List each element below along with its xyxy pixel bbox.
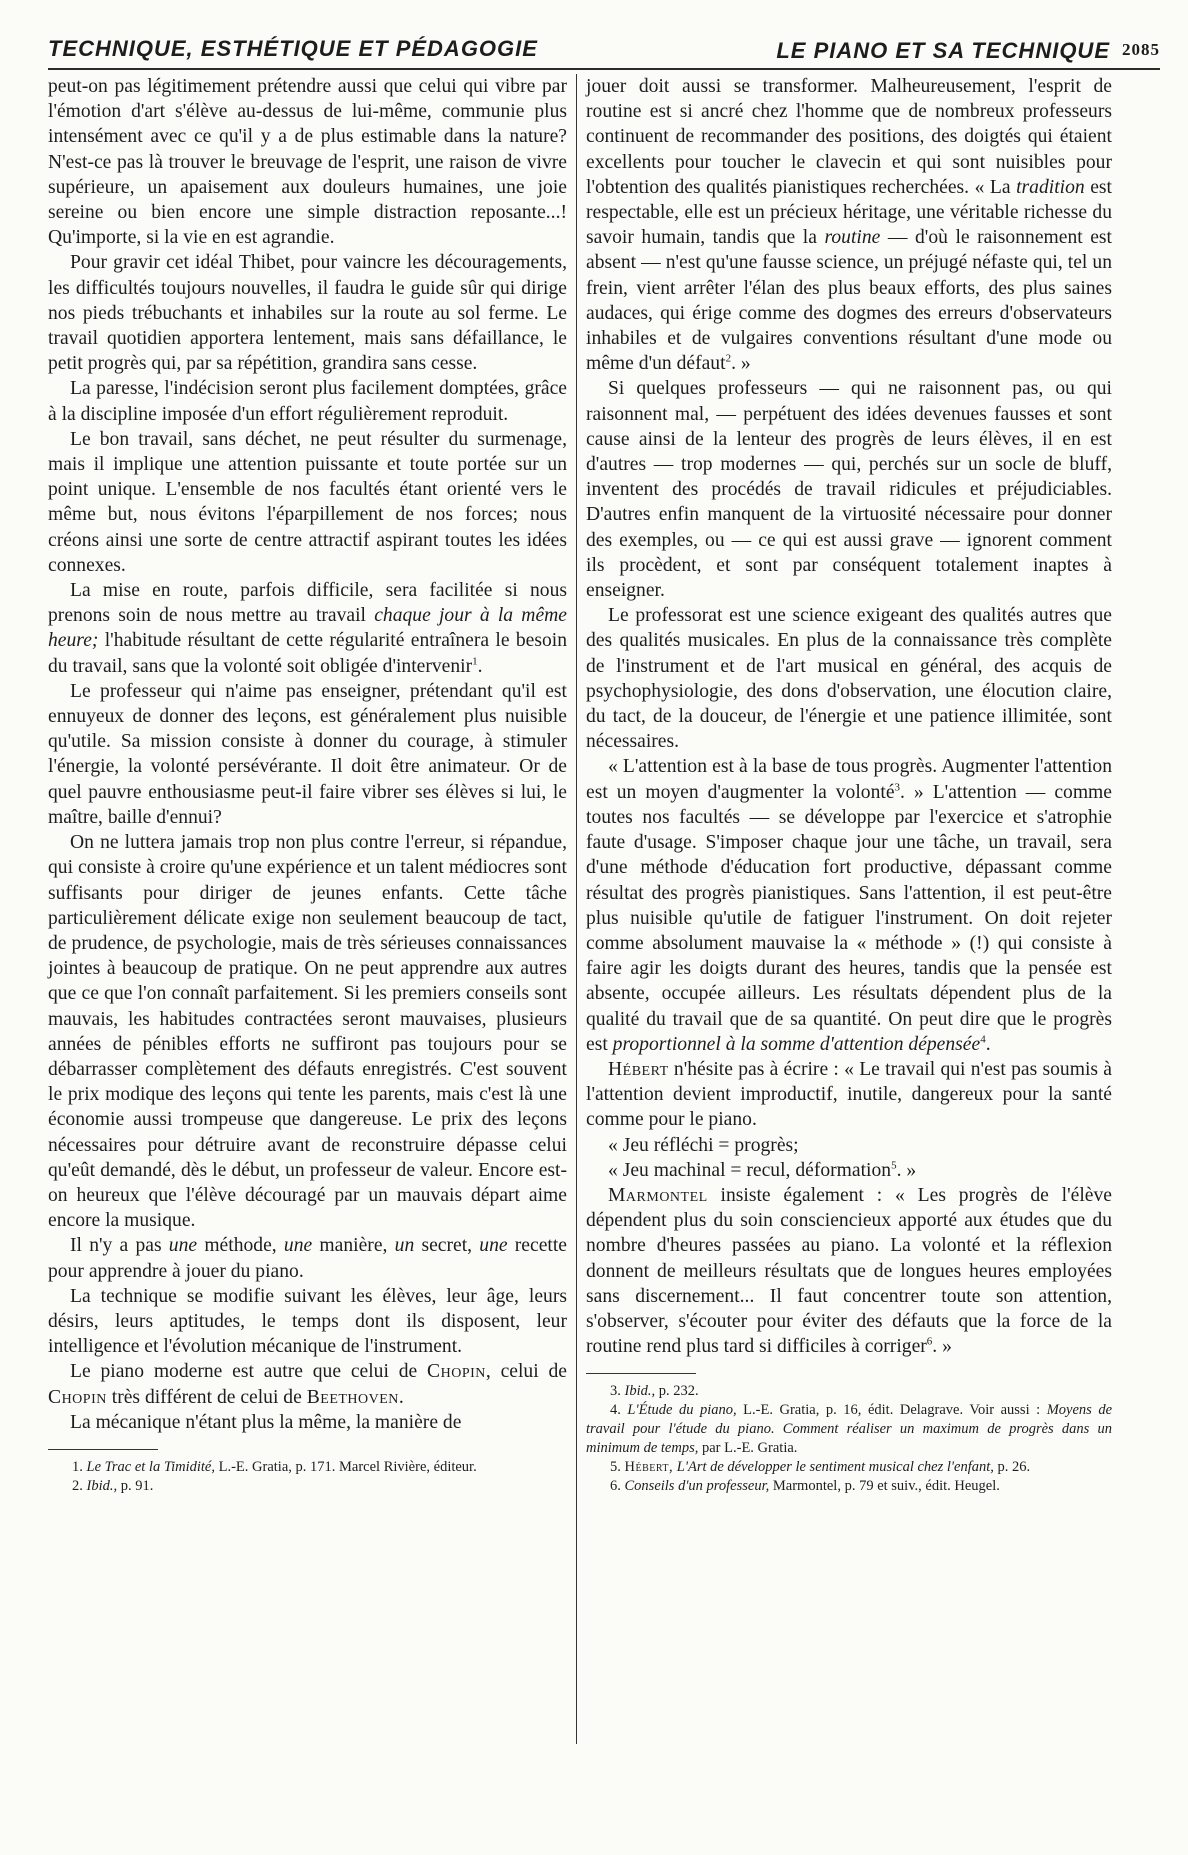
footnote: 3. Ibid., p. 232. — [610, 1383, 699, 1400]
paragraph: Le professeur qui n'aime pas enseigner, prétendant qu'il est ennuyeux de donner des leçons, est généralement plus nuisible qu'utile. Sa mission consiste à donner du courage, à stimuler l'énergie, la volonté persévérante. Il doit être animateur. Or de quel pauvre enthousiasme peut-il faire vibrer ses élèves si lui, le maître, baille d'ennui? — [48, 680, 567, 828]
paragraph: Le bon travail, sans déchet, ne peut résulter du surmenage, mais il implique une attention puissante et toute portée sur un point unique. L'ensemble de nos facultés étant orienté vers le même but, nous évitons l'éparpillement de nos forces; nous créons ainsi une sorte de centre attractif aspirant toutes les idées connexes. — [48, 428, 567, 576]
running-header — [48, 34, 1160, 70]
footnote-ref: 3 — [894, 781, 901, 794]
footnote-ref: 4 — [980, 1033, 986, 1046]
paragraph: La mise en route, parfois difficile, sera facilitée si nous prenons soin de nous mettre au travail chaque jour à la même heure; l'habitude résultant de cette régularité entraînera le besoin du travail, sans que la volonté soit obligée d'intervenir$^1$. — [48, 580, 567, 677]
column-divider — [576, 74, 577, 1744]
footnote-ref: 2 — [725, 352, 732, 365]
paragraph: Si quelques professeurs — qui ne raisonnent pas, ou qui raisonnent mal, — perpétuent des idées devenues fausses et sont cause ainsi de la lenteur des progrès de leurs élèves, il en est d'autres — trop modernes — qui, perchés sur un socle de bluff, inventent des procédés de travail ridicules et préjudiciables. D'autres enfin manquent de la virtuosité nécessaire pour donner des exemples, ou — ce qui est aussi grave — ignorent comment ils procèdent, et sont par conséquent totalement inaptes à enseigner. — [586, 378, 1112, 602]
paragraph: Marmontel insiste également : « Les progrès de l'élève dépendent plus du soin consciencieux apporté aux études que du nombre d'heures passées au piano. La volonté et la réflexion donnent de meilleurs résultats que de longues heures employées sans discernement... Il faut concentrer toute son attention, s'observer, s'écouter pour éviter des défauts que la force de la routine rend plus tard si difficiles à corriger$^6$. » — [586, 1184, 1112, 1358]
paragraph: « Jeu réfléchi = progrès; — [608, 1134, 799, 1156]
footnote: 1. Le Trac et la Timidité, L.-E. Gratia, p. 171. Marcel Rivière, éditeur. — [72, 1458, 477, 1475]
paragraph: « L'attention est à la base de tous progrès. Augmenter l'attention est un moyen d'augmenter la volonté$^3$. » L'attention — comme toutes nos facultés — se développe par l'exercice et s'atrophie faute d'usage. S'imposer chaque jour une tâche, un travail, sera d'une méthode d'éducation fort productive, dépassant comme résultat des progrès pianistiques. Sans l'attention, il est peut-être plus nuisible qu'utile de fatiguer l'instrument. On doit rejeter comme absolument mauvaise la « méthode » (!) qui consiste à faire agir les doigts durant des heures, tandis que la pensée est absente, occupée ailleurs. Les résultats dépendent plus de la qualité du travail que de sa quantité. On peut dire que le progrès est proportionnel à la somme d'attention dépensée$^4$. — [586, 756, 1112, 1055]
footnote: 2. Ibid., p. 91. — [72, 1477, 154, 1494]
footnotes — [586, 1382, 1112, 1496]
paragraph: On ne luttera jamais trop non plus contre l'erreur, si répandue, qui consiste à croire qu'une expérience et un talent médiocres sont suffisants pour diriger de jeunes enfants. Cette tâche particulièrement délicate exige non seulement beaucoup de tact, de prudence, de psychologie, mais de très sérieuses connaissances jointes à beaucoup de pratique. On ne peut apprendre aux autres que ce que l'on connaît parfaitement. Si les premiers conseils sont mauvais, les habitudes contractées seront mauvaises, plusieurs années de pénibles efforts ne suffiront pas toujours pour se débarrasser complètement des défauts enregistrés. C'est souvent le prix modique des leçons qui tente les parents, mais c'est là une économie aussi trompeuse que dangereuse. Le prix des leçons nécessaires pour détruire avant de reconstruire dépasse celui qu'eût demandé, dès le début, un professeur de valeur. Encore est-on heureux que l'élève découragé par un mauvais départ aime encore la musique. — [48, 832, 567, 1232]
paragraph: peut-on pas légitimement prétendre aussi que celui qui vibre par l'émotion d'art s'élève au-dessus de lui-même, communie plus intensément avec ce qu'il y a de plus estimable dans la nature? N'est-ce pas là trouver le breuvage de l'esprit, une raison de vivre supérieure, un apaisement aux douleurs humaines, une joie sereine ou bien encore une simple distraction reposante...! Qu'importe, si la vie en est agrandie. — [48, 76, 567, 249]
paragraph: La technique se modifie suivant les élèves, leur âge, leurs désirs, leurs aptitudes, le temps dont ils disposent, leur intelligence et l'évolution mécanique de l'instrument. — [48, 1285, 567, 1358]
paragraph: « Jeu machinal = recul, déformation$^5$. » — [608, 1159, 917, 1181]
paragraph: Pour gravir cet idéal Thibet, pour vaincre les découragements, les difficultés toujours nouvelles, il faudra le guide sûr qui dirige nos pieds trébuchants et inhabiles sur la route au sol ferme. Le travail quotidien apportera lentement, mais sans défaillance, le petit progrès qui, par sa répétition, grandira sans cesse. — [48, 252, 567, 375]
page-number: 2085 — [1122, 40, 1160, 59]
paragraph: Il n'y a pas une méthode, une manière, un secret, une recette pour apprendre à jouer du piano. — [48, 1235, 567, 1282]
footnote: 6. Conseils d'un professeur, Marmontel, p. 79 et suiv., édit. Heugel. — [610, 1478, 1000, 1495]
footnotes — [48, 1458, 567, 1496]
paragraph: Hébert n'hésite pas à écrire : « Le travail qui n'est pas soumis à l'attention devient improductif, inutile, dangereux pour la santé comme pour le piano. — [586, 1058, 1112, 1131]
footnote-rule — [586, 1373, 696, 1374]
footnote: 5. Hébert, L'Art de développer le sentiment musical chez l'enfant, p. 26. — [610, 1459, 1031, 1476]
left-column — [48, 74, 567, 1496]
paragraph: Le professorat est une science exigeant des qualités autres que des qualités musicales. En plus de la connaissance très complète de l'instrument et de l'art musical en général, des acquis de psychophysiologie, des dons d'observation, une élocution claire, du tact, de la douceur, de l'énergie et une patience illimitée, sont nécessaires. — [586, 605, 1112, 753]
footnote: 4. L'Étude du piano, L.-E. Gratia, p. 16, édit. Delagrave. Voir aussi : Moyens de travail pour l'étude du piano. Comment réaliser un maximum de progrès dans un minimum de temps, par L.-E. Gratia. — [586, 1402, 1113, 1457]
paragraph: La paresse, l'indécision seront plus facilement domptées, grâce à la discipline imposée d'un effort régulièrement reproduit. — [48, 378, 567, 425]
paragraph: Le piano moderne est autre que celui de Chopin, celui de Chopin très différent de celui de Beethoven. — [48, 1361, 567, 1408]
header-left-title: TECHNIQUE, ESTHÉTIQUE ET PÉDAGOGIE — [48, 36, 538, 61]
footnote-ref: 5 — [891, 1159, 897, 1172]
footnote-ref: 6 — [926, 1335, 933, 1348]
paragraph: jouer doit aussi se transformer. Malheureusement, l'esprit de routine est si ancré chez l'homme que de nombreux professeurs continuent de recommander des positions, des doigtés qui étaient excellents pour toucher le clavecin et qui sont nuisibles pour l'obtention des qualités pianistiques recherchées. « La tradition est respectable, elle est un précieux héritage, une véritable richesse du savoir humain, tandis que la routine — d'où le raisonnement est absent — n'est qu'une fausse science, un préjugé néfaste qui, tel un frein, vient arrêter l'élan des plus beaux efforts, des plus saines audaces, qui érige comme des dogmes des erreurs d'observateurs inhabiles et de vulgaires conventions résultant d'une mode ou même d'un défaut$^2$. » — [586, 76, 1112, 375]
paragraph: La mécanique n'étant plus la même, la manière de — [70, 1411, 462, 1433]
right-column — [586, 74, 1112, 1496]
footnote-rule — [48, 1449, 158, 1450]
header-right-title: LE PIANO ET SA TECHNIQUE — [776, 38, 1110, 63]
footnote-ref: 1 — [472, 655, 478, 668]
